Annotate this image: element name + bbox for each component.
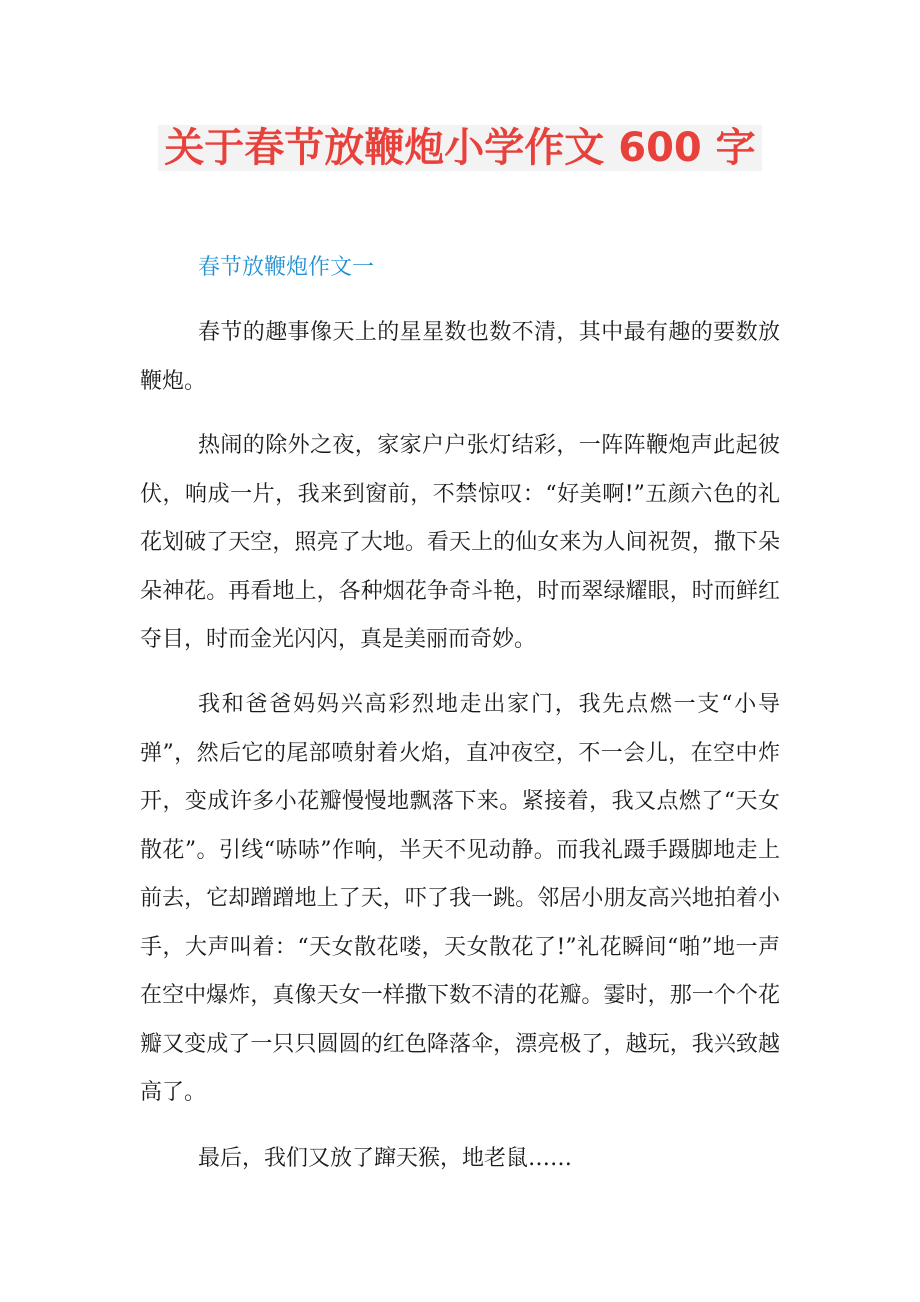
paragraph: 最后，我们又放了蹿天猴，地老鼠…… bbox=[198, 1146, 573, 1171]
paragraph: 我和爸爸妈妈兴高彩烈地走出家门，我先点燃一支“小导弹”，然后它的尾部喷射着火焰，直冲夜空，不一会儿，在空中炸开，变成许多小花瓣慢慢地飘落下来。紧接着，我又点燃了“天女散花”。引线“哧哧”作响，半天不见动静。而我礼蹑手蹑脚地走上前去，它却蹭蹭地上了天，吓了我一跳。邻居小朋友高兴地拍着小手，大声叫着：“天女散花喽，天女散花了!”礼花瞬间“啪”地一声在空中爆炸，真像天女一样撒下数不清的花瓣。霎时，那一个个花瓣又变成了一只只圆圆的红色降落伞，漂亮极了，越玩，我兴致越高了。 bbox=[140, 692, 780, 1105]
paragraph: 热闹的除外之夜，家家户户张灯结彩，一阵阵鞭炮声此起彼伏，响成一片，我来到窗前，不禁惊叹：“好美啊!”五颜六色的礼花划破了天空，照亮了大地。看天上的仙女来为人间祝贺，撒下朵朵神花。再看地上，各种烟花争奇斗艳，时而翠绿耀眼，时而鲜红夺目，时而金光闪闪，真是美丽而奇妙。 bbox=[140, 433, 780, 652]
page-title bbox=[0, 118, 920, 178]
paragraph: 春节的趣事像天上的星星数也数不清，其中最有趣的要数放鞭炮。 bbox=[140, 320, 780, 394]
section-subtitle: 春节放鞭炮作文一 bbox=[198, 255, 375, 280]
page-title-text: 关于春节放鞭炮小学作文 600 字 bbox=[158, 125, 761, 171]
